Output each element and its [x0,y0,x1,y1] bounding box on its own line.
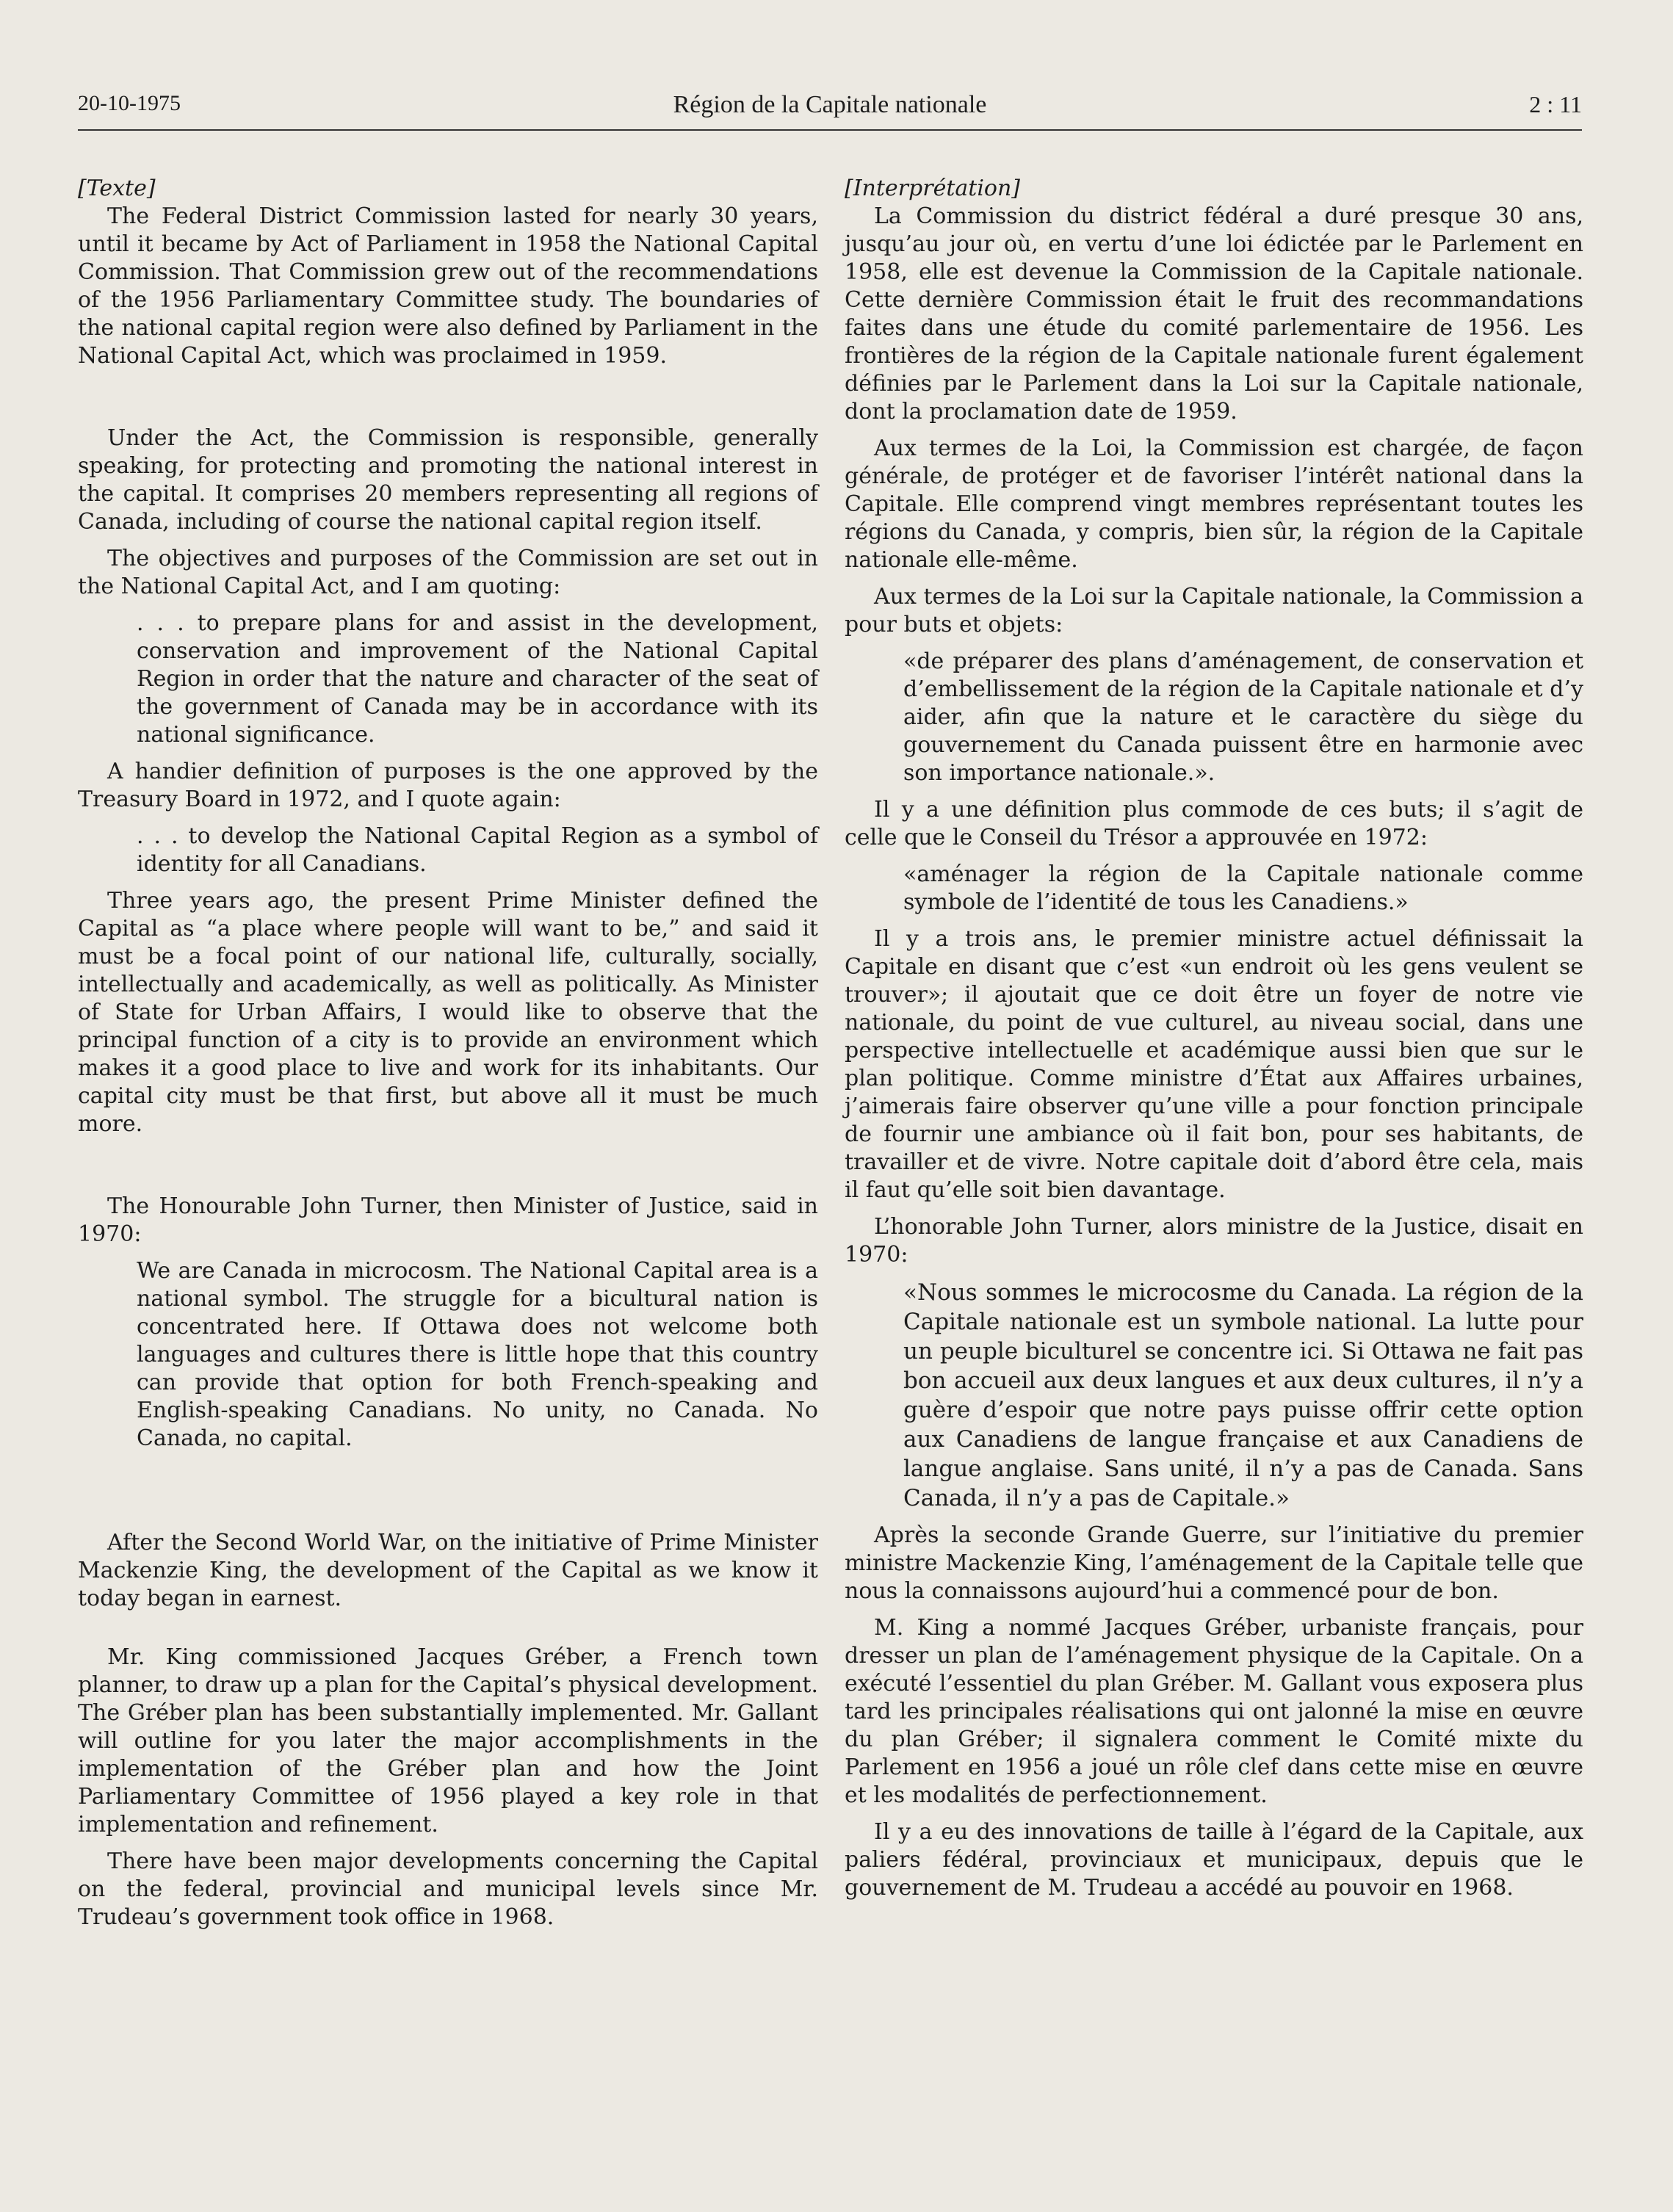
paragraph: Il y a une définition plus commode de ces buts; il s’agit de celle que le Conseil du Trésor a approuvée en 1972: [845,797,1583,850]
paragraph: M. King a nommé Jacques Gréber, urbaniste français, pour dresser un plan de l’aménagement physique de la Capitale. On a exécuté l’essentiel du plan Gréber. M. Gallant vous exposera plus tard les principales réalisations qui ont jalonné la mise en œuvre du plan Gréber; il signalera comment le Comité mixte du Parlement en 1956 a joué un rôle clef dans cette mise en œuvre et les modalités de perfectionnement. [845,1615,1583,1808]
english-column [78,175,818,1940]
paragraph: A handier definition of purposes is the one approved by the Treasury Board in 1972, and I quote again: [78,759,818,812]
paragraph: La Commission du district fédéral a duré presque 30 ans, jusqu’au jour où, en vertu d’une loi édictée par le Parlement en 1958, elle est devenue la Commission de la Capitale nationale. Cette dernière Commission était le fruit des recommandations faites dans une étude du comité parlementaire de 1956. Les frontières de la région de la Capitale nationale furent également définies par le Parlement dans la Loi sur la Capitale nationale, dont la proclamation date de 1959. [845,203,1583,424]
block-quote: «aménager la région de la Capitale nationale comme symbole de l’identité de tous les Canadiens.» [903,861,1583,915]
section-label-texte: [Texte] [78,176,156,201]
paragraph: There have been major developments concerning the Capital on the federal, provincial and municipal levels since Mr. Trudeau’s government took office in 1968. [78,1848,818,1930]
paragraph: Il y a eu des innovations de taille à l’égard de la Capitale, aux paliers fédéral, provinciaux et municipaux, depuis que le gouvernement de M. Trudeau a accédé au pouvoir en 1968. [845,1819,1583,1901]
block-quote: We are Canada in microcosm. The National Capital area is a national symbol. The struggle for a bicultural nation is concentrated here. If Ottawa does not welcome both languages and cultures there is little hope that this country can provide that option for both French-speaking and English-speaking Canadians. No unity, no Canada. No Canada, no capital. [137,1258,818,1451]
header-title: Région de la Capitale nationale [673,91,987,118]
paragraph: Aux termes de la Loi, la Commission est chargée, de façon générale, de protéger et de favoriser l’intérêt national dans la Capitale. Elle comprend vingt membres représentant toutes les régions du Canada, y compris, bien sûr, la région de la Capitale nationale elle-même. [845,435,1583,573]
french-column [845,175,1583,1911]
paragraph: Three years ago, the present Prime Minister defined the Capital as “a place where people will want to be,” and said it must be a focal point of our national life, culturally, socially, intellectually and academically, as well as politically. As Minister of State for Urban Affairs, I would like to observe that the principal function of a city is to provide an environment which makes it a good place to live and work for its inhabitants. Our capital city must be that first, but above all it must be much more. [78,888,818,1137]
paragraph: L’honorable John Turner, alors ministre de la Justice, disait en 1970: [845,1214,1583,1268]
header-date: 20-10-1975 [78,91,181,115]
block-quote: «de préparer des plans d’aménagement, de conservation et d’embellissement de la région de la Capitale nationale et d’y aider, afin que la nature et le caractère du siège du gouvernement du Canada puissent être en harmonie avec son importance nationale.». [903,648,1583,786]
header-page-number: 2 : 11 [1529,91,1582,118]
block-quote: . . . to prepare plans for and assist in the development, conservation and improvement of the National Capital Region in order that the nature and character of the seat of the government of Canada may be in accordance with its national significance. [137,610,818,748]
block-quote: «Nous sommes le microcosme du Canada. La région de la Capitale nationale est un symbole national. La lutte pour un peuple biculturel se concentre ici. Si Ottawa ne fait pas bon accueil aux deux langues et aux deux cultures, il n’y a guère d’espoir que notre pays puisse offrir cette option aux Canadiens de langue française et aux Canadiens de langue anglaise. Sans unité, il n’y a pas de Canada. Sans Canada, il n’y a pas de Capitale.» [903,1279,1583,1511]
paragraph: Mr. King commissioned Jacques Gréber, a French town planner, to draw up a plan for the Capital’s physical development. The Gréber plan has been substantially implemented. Mr. Gallant will outline for you later the major accomplishments in the implementation of the Gréber plan and how the Joint Parliamentary Committee of 1956 played a key role in that implementation and refinement. [78,1644,818,1837]
paragraph: The Honourable John Turner, then Minister of Justice, said in 1970: [78,1193,818,1247]
paragraph: The objectives and purposes of the Commission are set out in the National Capital Act, and I am quoting: [78,546,818,599]
block-quote: . . . to develop the National Capital Region as a symbol of identity for all Canadians. [137,823,818,877]
section-label-interpretation: [Interprétation] [845,176,1021,201]
paragraph: Après la seconde Grande Guerre, sur l’initiative du premier ministre Mackenzie King, l’aménagement de la Capitale telle que nous la connaissons aujourd’hui a commencé pour de bon. [845,1522,1583,1604]
paragraph: After the Second World War, on the initiative of Prime Minister Mackenzie King, the development of the Capital as we know it today began in earnest. [78,1530,818,1611]
paragraph: The Federal District Commission lasted for nearly 30 years, until it became by Act of Parliament in 1958 the National Capital Commission. That Commission grew out of the recommendations of the 1956 Parliamentary Committee study. The boundaries of the national capital region were also defined by Parliament in the National Capital Act, which was proclaimed in 1959. [78,203,818,369]
paragraph: Under the Act, the Commission is responsible, generally speaking, for protecting and promoting the national interest in the capital. It comprises 20 members representing all regions of Canada, including of course the national capital region itself. [78,425,818,535]
paragraph: Il y a trois ans, le premier ministre actuel définissait la Capitale en disant que c’est «un endroit où les gens veulent se trouver»; il ajoutait que ce doit être un foyer de notre vie nationale, du point de vue culturel, au niveau social, dans une perspective intellectuelle et académique aussi bien que sur le plan politique. Comme ministre d’État aux Affaires urbaines, j’aimerais faire observer qu’une ville a pour fonction principale de fournir une ambiance où il fait bon, pour ses habitants, de travailler et de vivre. Notre capitale doit d’abord être cela, mais il faut qu’elle soit bien davantage. [845,926,1583,1203]
paragraph: Aux termes de la Loi sur la Capitale nationale, la Commission a pour buts et objets: [845,584,1583,637]
page-header [78,91,1582,131]
